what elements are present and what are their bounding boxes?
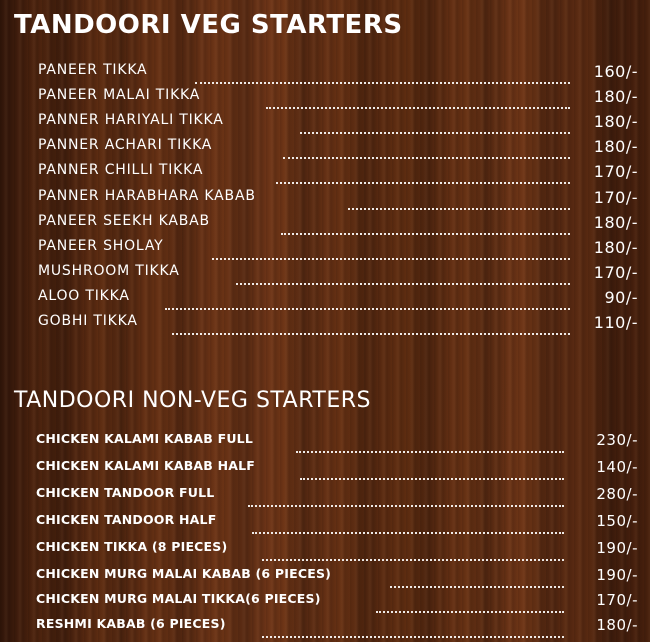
menu-item xyxy=(0,616,650,640)
menu-item xyxy=(0,188,650,212)
item-name: PANEER TIKKA xyxy=(38,62,148,78)
item-price: 140/- xyxy=(596,458,638,476)
menu-item xyxy=(0,62,650,86)
menu-item xyxy=(0,313,650,337)
menu-item xyxy=(0,238,650,262)
menu-item xyxy=(0,112,650,136)
menu-item xyxy=(0,458,650,482)
item-name: CHICKEN MURG MALAI TIKKA(6 PIECES) xyxy=(36,591,321,606)
dot-leader xyxy=(283,137,570,159)
item-name: PANNER ACHARI TIKKA xyxy=(38,137,213,153)
dot-leader xyxy=(248,485,564,507)
item-price: 170/- xyxy=(593,263,638,282)
item-price: 180/- xyxy=(596,616,638,634)
item-name: PANEER SEEKH KABAB xyxy=(38,213,210,229)
dot-leader xyxy=(300,458,564,480)
item-name: RESHMI KABAB (6 PIECES) xyxy=(36,616,226,631)
item-price: 180/- xyxy=(593,112,638,131)
dot-leader xyxy=(262,539,564,561)
item-name: GOBHI TIKKA xyxy=(38,313,138,329)
item-price: 180/- xyxy=(593,213,638,232)
item-price: 170/- xyxy=(593,188,638,207)
dot-leader xyxy=(390,566,564,588)
dot-leader xyxy=(172,313,570,335)
item-name: MUSHROOM TIKKA xyxy=(38,263,180,279)
item-name: PANEER SHOLAY xyxy=(38,238,164,254)
item-price: 180/- xyxy=(593,87,638,106)
dot-leader xyxy=(376,591,564,613)
dot-leader xyxy=(281,213,570,235)
item-price: 280/- xyxy=(596,485,638,503)
item-name: CHICKEN KALAMI KABAB HALF xyxy=(36,458,256,473)
item-price: 190/- xyxy=(596,566,638,584)
item-name: PANNER HARIYALI TIKKA xyxy=(38,112,224,128)
menu-item xyxy=(0,431,650,455)
dot-leader xyxy=(300,112,570,134)
nonveg-section-title: TANDOORI NON-VEG STARTERS xyxy=(14,388,371,413)
menu-item xyxy=(0,263,650,287)
item-price: 110/- xyxy=(593,313,638,332)
menu-item xyxy=(0,566,650,590)
dot-leader xyxy=(212,238,570,260)
dot-leader xyxy=(195,62,570,84)
menu-item xyxy=(0,485,650,509)
dot-leader xyxy=(252,512,564,534)
item-price: 180/- xyxy=(593,137,638,156)
dot-leader xyxy=(236,263,570,285)
item-name: CHICKEN TIKKA (8 PIECES) xyxy=(36,539,228,554)
dot-leader xyxy=(276,162,570,184)
item-price: 90/- xyxy=(604,288,638,307)
item-price: 150/- xyxy=(596,512,638,530)
item-price: 170/- xyxy=(593,162,638,181)
item-name: PANEER MALAI TIKKA xyxy=(38,87,201,103)
dot-leader xyxy=(266,87,570,109)
item-price: 180/- xyxy=(593,238,638,257)
dot-leader xyxy=(165,288,570,310)
menu-item xyxy=(0,162,650,186)
item-name: PANNER HARABHARA KABAB xyxy=(38,188,256,204)
item-name: ALOO TIKKA xyxy=(38,288,130,304)
item-price: 230/- xyxy=(596,431,638,449)
dot-leader xyxy=(262,616,564,638)
item-name: CHICKEN TANDOOR FULL xyxy=(36,485,215,500)
menu-item xyxy=(0,213,650,237)
dot-leader xyxy=(296,431,564,453)
menu-item xyxy=(0,87,650,111)
menu-item xyxy=(0,512,650,536)
menu-item xyxy=(0,539,650,563)
item-name: CHICKEN MURG MALAI KABAB (6 PIECES) xyxy=(36,566,332,581)
item-name: CHICKEN KALAMI KABAB FULL xyxy=(36,431,253,446)
item-price: 160/- xyxy=(593,62,638,81)
item-name: PANNER CHILLI TIKKA xyxy=(38,162,204,178)
item-price: 190/- xyxy=(596,539,638,557)
menu-item xyxy=(0,591,650,615)
item-name: CHICKEN TANDOOR HALF xyxy=(36,512,217,527)
menu-item xyxy=(0,288,650,312)
menu-item xyxy=(0,137,650,161)
veg-section-title: TANDOORI VEG STARTERS xyxy=(14,10,403,40)
item-price: 170/- xyxy=(596,591,638,609)
dot-leader xyxy=(348,188,570,210)
